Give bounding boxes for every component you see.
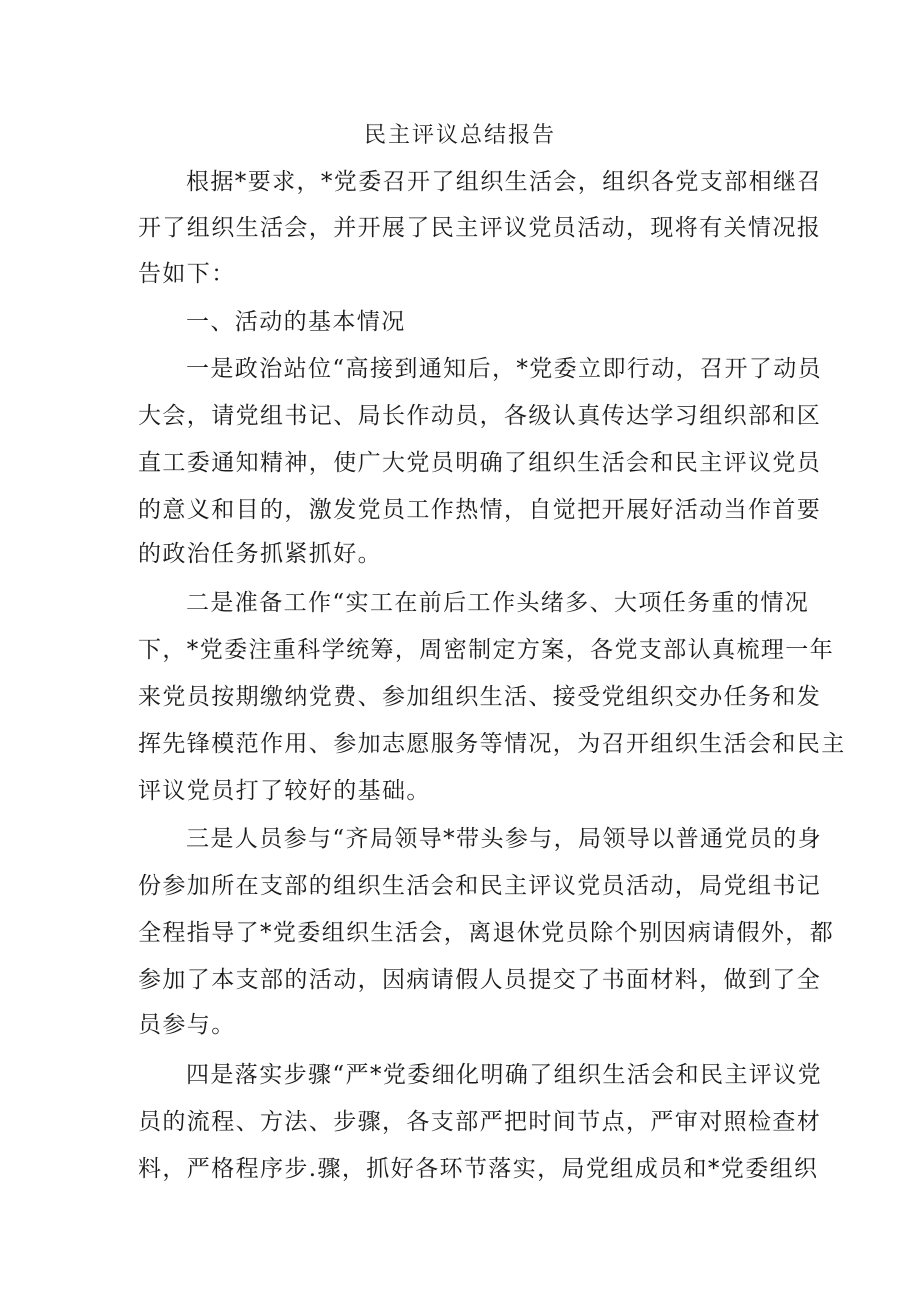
paragraph-1-line-2: 开了组织生活会，并开展了民主评议党员活动，现将有关情况报 (138, 215, 822, 241)
document-title: 民主评议总结报告 (363, 123, 556, 148)
paragraph-1-line-1: 根据*要求，*党委召开了组织生活会，组织各党支部相继召 (186, 169, 822, 195)
paragraph-3-line-3: 来党员按期缴纳党费、参加组织生活、接受党组织交办任务和发 (138, 684, 822, 710)
paragraph-4-line-2: 份参加所在支部的组织生活会和民主评议党员活动，局党组书记 (138, 873, 822, 899)
paragraph-4-line-1: 三是人员参与“齐局领导*带头参与，局领导以普通党员的身 (186, 826, 823, 852)
paragraph-4-line-5: 员参与。 (138, 1012, 236, 1038)
paragraph-2-line-4: 的意义和目的，激发党员工作热情，自觉把开展好活动当作首要 (138, 497, 822, 523)
paragraph-2-line-2: 大会，请党组书记、局长作动员，各级认真传达学习组织部和区 (138, 403, 822, 429)
paragraph-3-line-1: 二是准备工作“实工在前后工作头绪多、大项任务重的情况 (186, 590, 810, 616)
paragraph-5-line-3: 料，严格程序步.骤，抓好各环节落实，局党组成员和*党委组织 (138, 1156, 819, 1182)
paragraph-2-line-3: 直工委通知精神，使广大党员明确了组织生活会和民主评议党员 (138, 450, 822, 476)
paragraph-4-line-3: 全程指导了*党委组织生活会，离退休党员除个别因病请假外，都 (138, 920, 835, 946)
paragraph-2-line-1: 一是政治站位“高接到通知后，*党委立即行动，召开了动员 (186, 356, 823, 382)
paragraph-5-line-1: 四是落实步骤“严*党委细化明确了组织生活会和民主评议党 (186, 1062, 823, 1088)
paragraph-3-line-2: 下，*党委注重科学统筹，周密制定方案，各党支部认真梳理一年 (138, 637, 835, 663)
paragraph-4-line-4: 参加了本支部的活动，因病请假人员提交了书面材料，做到了全 (138, 967, 822, 993)
paragraph-5-line-2: 员的流程、方法、步骤，各支部严把时间节点，严审对照检查材 (138, 1109, 822, 1135)
paragraph-3-line-4: 挥先锋模范作用、参加志愿服务等情况，为召开组织生活会和民主 (138, 731, 846, 757)
paragraph-3-line-5: 评议党员打了较好的基础。 (138, 778, 431, 804)
paragraph-1-line-3: 告如下： (138, 261, 236, 287)
section-heading-1: 一、活动的基本情况 (186, 309, 406, 335)
paragraph-2-line-5: 的政治任务抓紧抓好。 (138, 541, 382, 567)
